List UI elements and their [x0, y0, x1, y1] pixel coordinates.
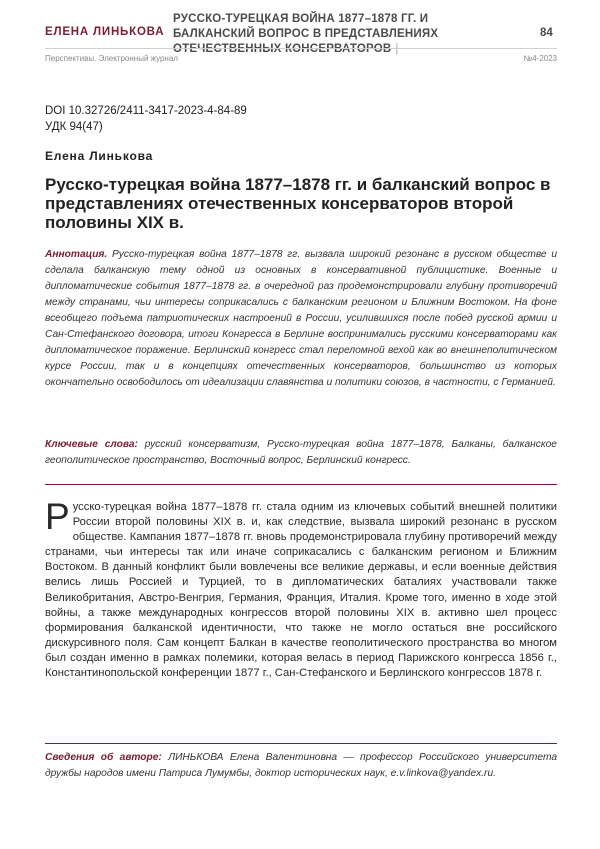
running-author: ЕЛЕНА ЛИНЬКОВА [45, 26, 165, 38]
author-info-text: ЛИНЬКОВА Елена Валентиновна — профессор Российского университета дружбы народов имени Патриса Лумумбы, доктор исторических наук, e.v.linkova@yandex.ru. [45, 752, 557, 779]
header-divider [45, 48, 557, 49]
abstract-text: Русско-турецкая война 1877–1878 гг. вызвала широкий резонанс в русском обществе и сделала балканскую тему одной из основных в консервативной публицистике. Военные и дипломатические события 1877–1878 гг. в очередной раз продемонстрировали глубину противоречий между странами, чьи интересы соприкасались с балканским регионом и Ближним Востоком. На фоне всеобщего подъема патриотических настроений в России, усилившихся после побед русской армии и Сан-Стефанского договора, итоги Конгресса в Берлине воспринимались русскими консерваторами как дипломатическое поражение. Берлинский конгресс стал переломной вехой как во внешнеполитическом курсе России, так и в концепциях отечественных консерваторов, большинство из которых окончательно освободилось от идеализации славянства и политики союзов, в частности, с Германией. [45, 249, 557, 388]
drop-cap: Р [45, 496, 70, 537]
issue-number: №4-2023 [523, 54, 557, 63]
abstract-label: Аннотация. [45, 249, 108, 260]
abstract [45, 247, 557, 391]
running-title-text: РУССКО-ТУРЕЦКАЯ ВОЙНА 1877–1878 ГГ. И БАЛКАНСКИЙ ВОПРОС В ПРЕДСТАВЛЕНИЯХ ОТЕЧЕСТВЕННЫХ КОНСЕРВАТОРОВ [173, 13, 439, 55]
section-divider [45, 484, 557, 485]
author-info-label: Сведения об авторе: [45, 752, 162, 763]
article-title: Русско-турецкая война 1877–1878 гг. и балканский вопрос в представлениях отечественных консерваторов второй половины XIX в. [45, 175, 551, 232]
keywords-text: русский консерватизм, Русско-турецкая война 1877–1878, Балканы, балканское геополитическое пространство, Восточный вопрос, Берлинский конгресс. [45, 439, 557, 466]
page-number: 84 [540, 27, 553, 39]
author-info [45, 750, 557, 782]
running-title [173, 12, 503, 57]
keywords-label: Ключевые слова: [45, 439, 138, 450]
body-text: усско-турецкая война 1877–1878 гг. стала одним из ключевых событий внешней политики России второй половины XIX в. и, как следствие, вызвала широкий резонанс в русском обществе. Кампания 1877–1878 гг. вновь продемонстрировала глубину противоречий между странами, чьи интересы так или иначе соприкасались с балканским регионом и Ближним Востоком. В данный конфликт были вовлечены все великие державы, и если военные действия велись лишь Россией и Турцией, то в дипломатических баталиях участвовали также Великобритания, Австро-Венгрия, Германия, Франция, Италия. Кроме того, именно в ходе этой войны, а также международных конгрессов второй половины XIX в. активно шел процесс формирования балканской идентичности, что также не могло остаться вне российского дискурсивного поля. Сам концепт Балкан в качестве геополитического пространства во многом был создан именно в рамках полемики, которая велась в период Парижского конгресса 1856 г., Константинопольской конференции 1877 г., Сан-Стефанского и Берлинского конгрессов 1878 г. [45, 501, 557, 680]
keywords [45, 437, 557, 469]
page-header [0, 0, 600, 63]
running-title-separator: | [395, 43, 399, 55]
journal-name: Перспективы. Электронный журнал [45, 54, 178, 63]
udk: УДК 94(47) [45, 121, 103, 133]
article-author: Елена Линькова [45, 149, 154, 163]
body-paragraph [45, 496, 557, 681]
doi: DOI 10.32726/2411-3417-2023-4-84-89 [45, 105, 247, 117]
footer-divider [45, 743, 557, 744]
article-identifiers [45, 103, 247, 135]
